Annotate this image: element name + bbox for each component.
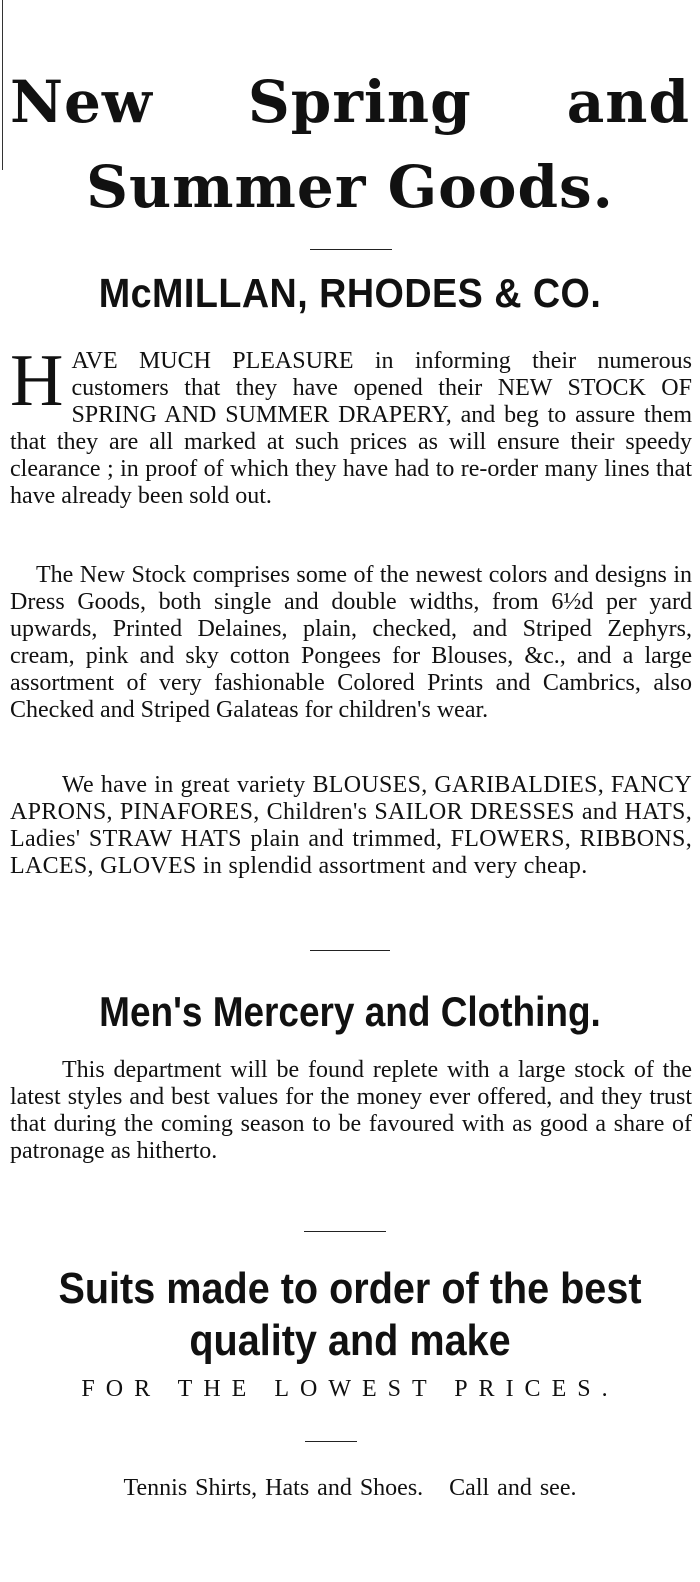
headline-line-1: New Spring and (10, 68, 690, 136)
footer-call: Call and see. (449, 1475, 577, 1501)
divider-rule (310, 950, 390, 951)
suits-line-1: Suits made to order of the best (58, 1264, 642, 1313)
headline-line-2: Summer Goods. (86, 153, 614, 221)
intro-text: AVE MUCH PLEASURE in informing their numerous customers that they have opened their NEW STOCK OF SPRING AND SUMMER DRAPERY, and beg to assure them that they are all marked at such prices as will ensure their speedy clearance ; in proof of which they have had to re-order many lines that have already been sold out. (10, 348, 692, 509)
firm-name: McMILLAN, RHODES & CO. (98, 270, 602, 316)
suits-line-2: quality and make (189, 1316, 511, 1365)
footer-items: Tennis Shirts, Hats and Shoes. (123, 1475, 424, 1501)
mens-section-text: This department will be found replete with a large stock of the latest styles and best values for the money ever offered, and they trust that during the coming season to be favoured with as good a share of patronage as hitherto. (10, 1057, 692, 1164)
variety-paragraph: We have in great variety BLOUSES, GARIBALDIES, FANCY APRONS, PINAFORES, Children's SAILOR DRESSES and HATS, Ladies' STRAW HATS plain and trimmed, FLOWERS, RIBBONS, LACES, GLOVES in splendid assortment and very cheap. (10, 772, 692, 879)
divider-rule (310, 249, 392, 250)
lowest-prices-line: FOR THE LOWEST PRICES. (81, 1376, 619, 1402)
suits-heading (35, 1263, 665, 1367)
left-border-rule (2, 0, 3, 170)
drop-cap: H (10, 340, 64, 422)
stock-paragraph: The New Stock comprises some of the newest colors and designs in Dress Goods, both single and double widths, from 6½d per yard upwards, Printed Delaines, plain, checked, and Striped Zephyrs, cream, pink and sky cotton Pongees for Blouses, &c., and a large assortment of very fashionable Colored Prints and Cambrics, also Checked and Striped Galateas for children's wear. (10, 562, 692, 723)
divider-rule (304, 1231, 386, 1232)
divider-rule (305, 1441, 357, 1442)
intro-paragraph (10, 340, 692, 510)
mens-section-title: Men's Mercery and Clothing. (99, 988, 601, 1035)
footer-line (0, 1475, 700, 1502)
